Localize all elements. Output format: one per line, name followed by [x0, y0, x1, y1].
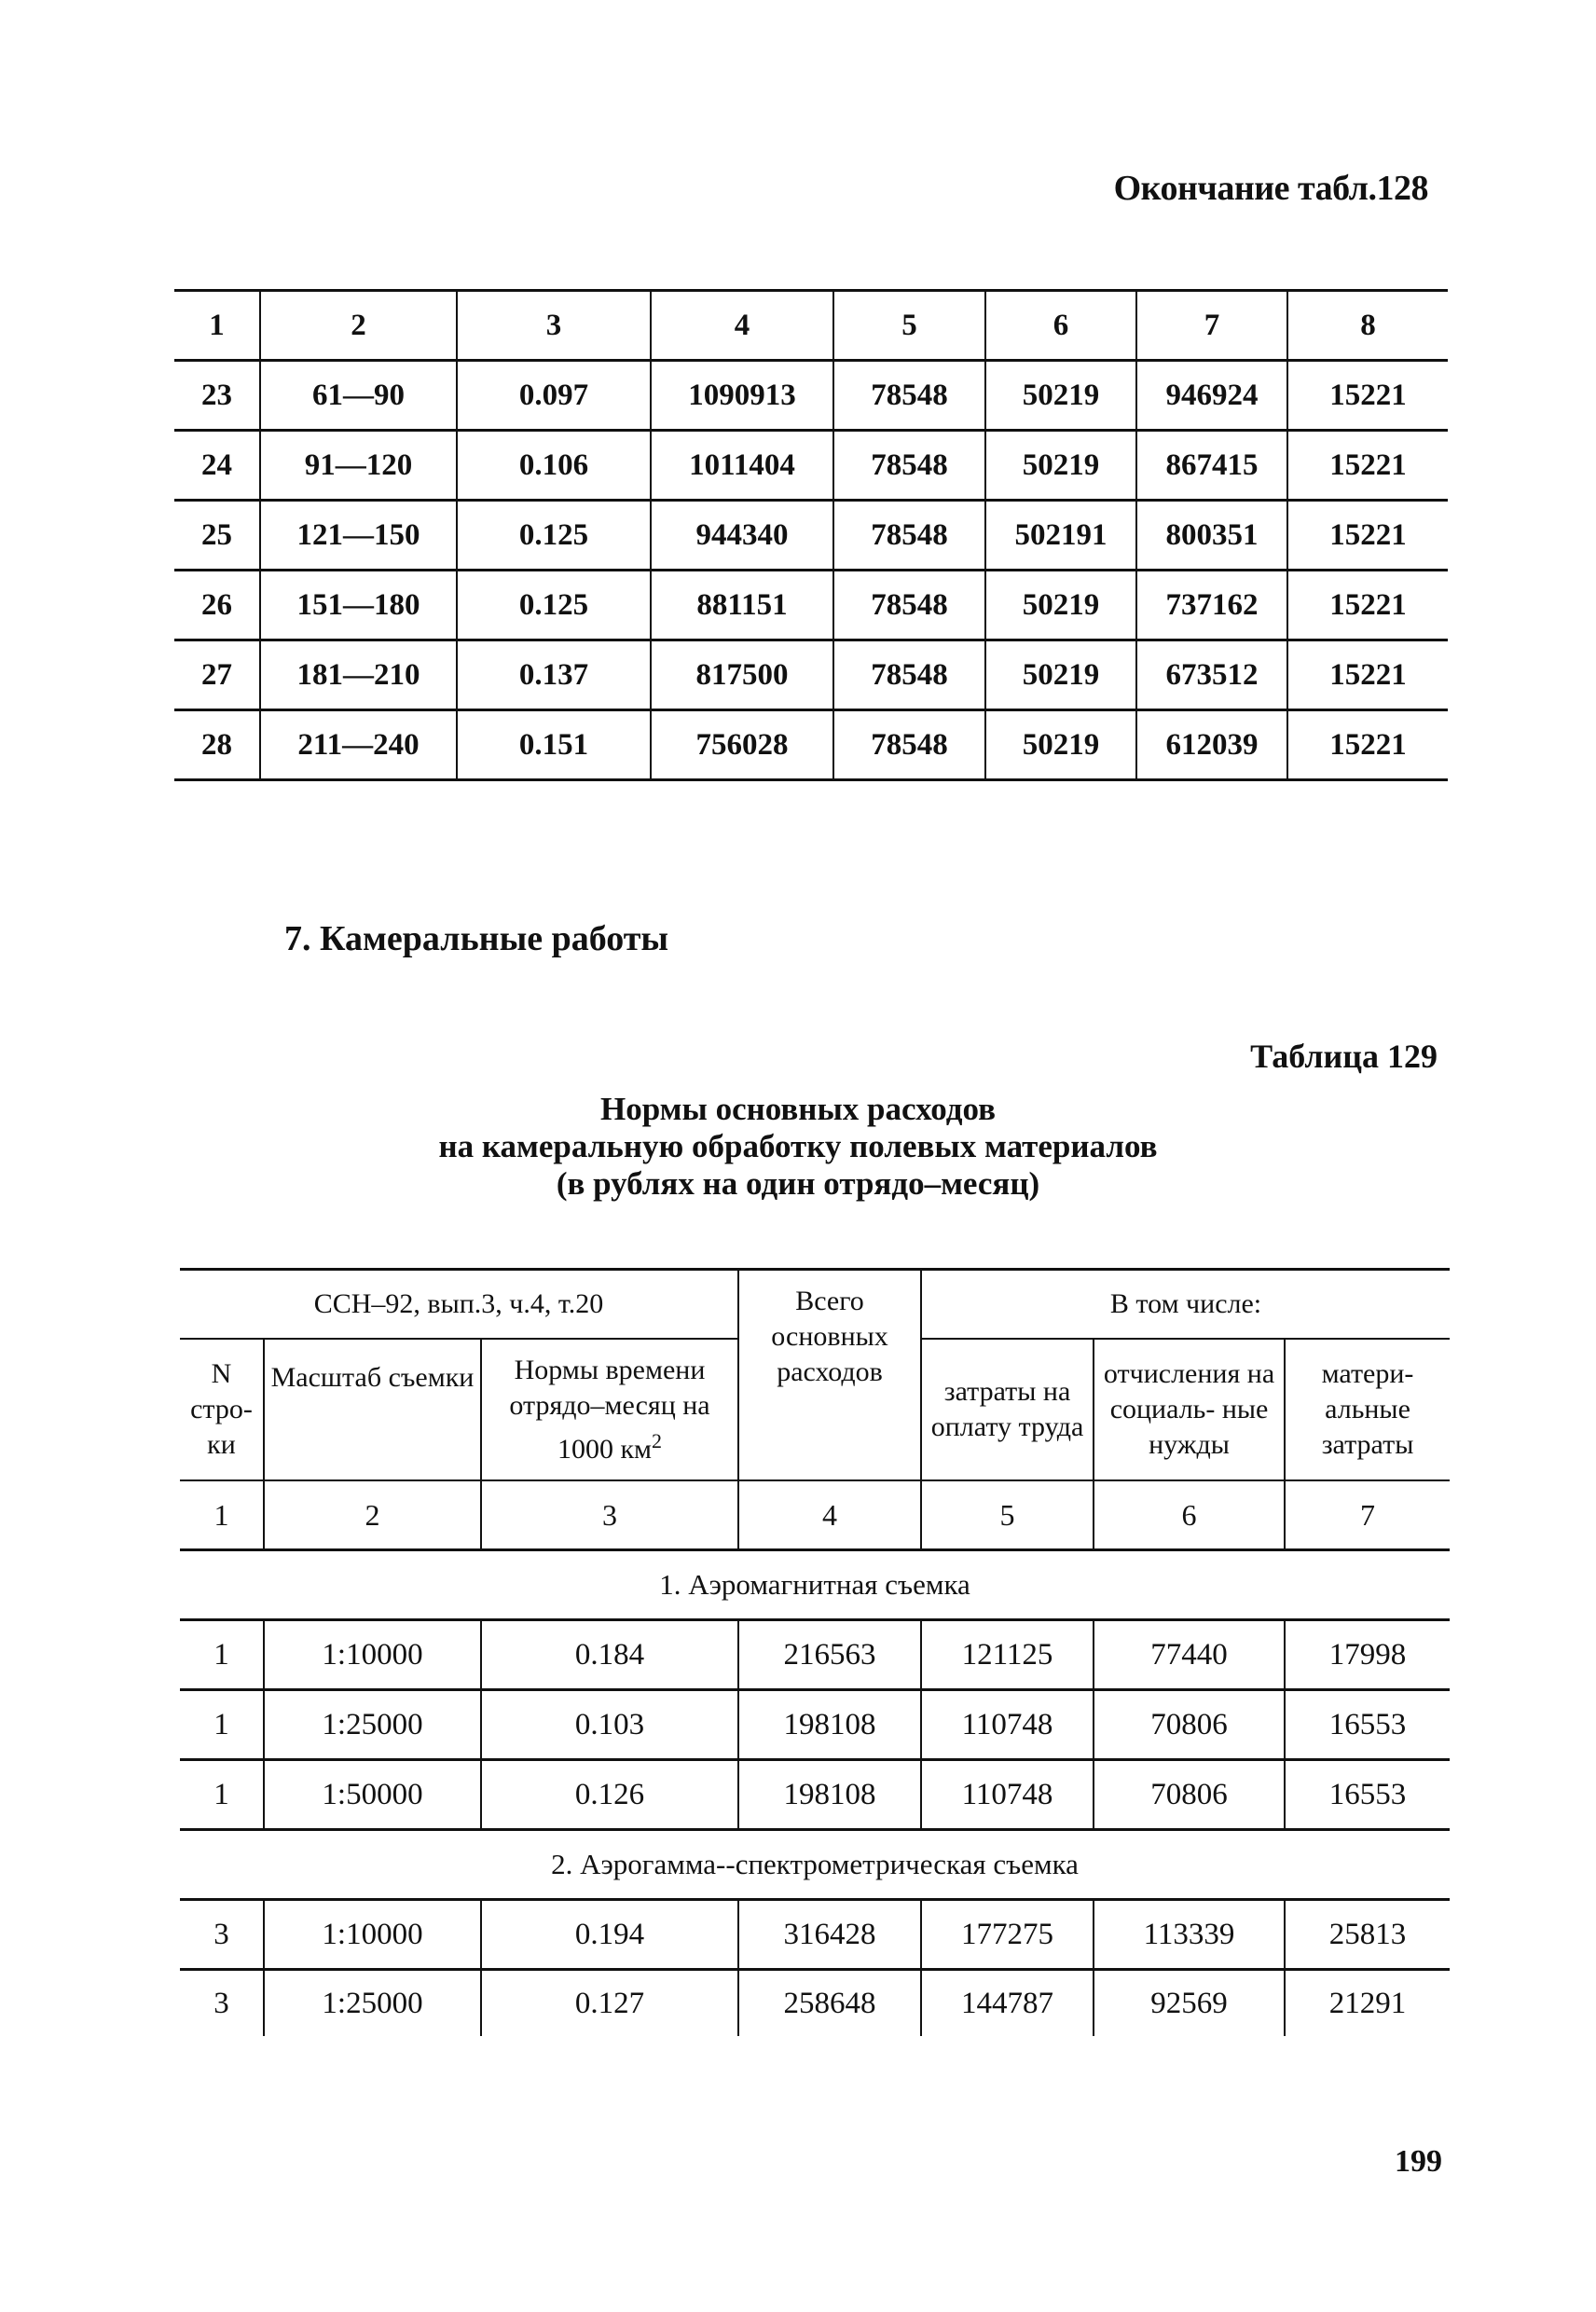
- col-header-wages: затраты на оплату труда: [921, 1339, 1094, 1480]
- table-row: [174, 640, 1448, 710]
- table-cell: 15221: [1287, 710, 1448, 780]
- table-cell: 113339: [1094, 1900, 1285, 1970]
- table-cell: 3: [180, 1970, 264, 2037]
- table-row: [174, 501, 1448, 571]
- table-cell: 50219: [985, 571, 1136, 640]
- table-row: [174, 710, 1448, 780]
- section-1-title: 1. Аэромагнитная съемка: [180, 1550, 1450, 1620]
- table-cell: 612039: [1136, 710, 1287, 780]
- table-cell: 7: [1136, 291, 1287, 361]
- col-number: 5: [921, 1480, 1094, 1550]
- table-cell: 26: [174, 571, 260, 640]
- table-cell: 24: [174, 431, 260, 501]
- table-row: [180, 1620, 1450, 1690]
- table-cell: 800351: [1136, 501, 1287, 571]
- table-cell: 70806: [1094, 1690, 1285, 1760]
- table-cell: 867415: [1136, 431, 1287, 501]
- table-cell: 1:25000: [264, 1690, 481, 1760]
- table-cell: 2: [260, 291, 457, 361]
- table-cell: 15221: [1287, 640, 1448, 710]
- table-cell: 881151: [651, 571, 833, 640]
- table-cell: 144787: [921, 1970, 1094, 2037]
- table-cell: 1090913: [651, 361, 833, 431]
- table-cell: 78548: [833, 640, 985, 710]
- table-cell: 3: [457, 291, 651, 361]
- table-cell: 177275: [921, 1900, 1094, 1970]
- table-129-caption: [0, 1091, 1596, 1203]
- col-header-norms: [481, 1339, 738, 1480]
- total-header: Всего основных расходов: [738, 1270, 921, 1481]
- table-cell: 121125: [921, 1620, 1094, 1690]
- table-cell: 1:50000: [264, 1760, 481, 1830]
- table-cell: 1: [180, 1760, 264, 1830]
- table-cell: 0.125: [457, 571, 651, 640]
- table-cell: 1:25000: [264, 1970, 481, 2037]
- table-cell: 110748: [921, 1760, 1094, 1830]
- table-128: [174, 289, 1448, 781]
- table-cell: 21291: [1285, 1970, 1450, 2037]
- caption-line-3: (в рублях на один отрядо–месяц): [556, 1165, 1040, 1202]
- caption-line-1: Нормы основных расходов: [600, 1091, 996, 1127]
- table-cell: 3: [180, 1900, 264, 1970]
- caption-line-2: на камеральную обработку полевых материалов: [438, 1128, 1158, 1164]
- table-cell: 15221: [1287, 361, 1448, 431]
- table-cell: 70806: [1094, 1760, 1285, 1830]
- table-cell: 121—150: [260, 501, 457, 571]
- table-cell: 50219: [985, 640, 1136, 710]
- table-cell: 0.127: [481, 1970, 738, 2037]
- table-cell: 1: [174, 291, 260, 361]
- table-129-label: Таблица 129: [1250, 1038, 1438, 1075]
- table-cell: 316428: [738, 1900, 921, 1970]
- table-cell: 817500: [651, 640, 833, 710]
- table-row: [174, 291, 1448, 361]
- table-cell: 0.194: [481, 1900, 738, 1970]
- table-cell: 27: [174, 640, 260, 710]
- col-number: 2: [264, 1480, 481, 1550]
- col-number: 3: [481, 1480, 738, 1550]
- table-cell: 78548: [833, 710, 985, 780]
- group-header-right: В том числе:: [921, 1270, 1450, 1340]
- col-header-scale: Масштаб съемки: [264, 1339, 481, 1480]
- table-row: [180, 1970, 1450, 2037]
- section-title: 7. Камеральные работы: [284, 919, 669, 958]
- table-cell: 16553: [1285, 1690, 1450, 1760]
- table-cell: 91—120: [260, 431, 457, 501]
- table-cell: 0.106: [457, 431, 651, 501]
- table-row: [174, 361, 1448, 431]
- col-header-n: N стро- ки: [180, 1339, 264, 1480]
- table-cell: 78548: [833, 501, 985, 571]
- table-cell: 92569: [1094, 1970, 1285, 2037]
- table-row: [180, 1760, 1450, 1830]
- table-cell: 737162: [1136, 571, 1287, 640]
- table-row: [174, 571, 1448, 640]
- table-cell: 0.137: [457, 640, 651, 710]
- table-cell: 1:10000: [264, 1620, 481, 1690]
- table-cell: 258648: [738, 1970, 921, 2037]
- table-cell: 50219: [985, 710, 1136, 780]
- table-cell: 78548: [833, 431, 985, 501]
- table-cell: 0.184: [481, 1620, 738, 1690]
- table-cell: 15221: [1287, 501, 1448, 571]
- section-2-title: 2. Аэрогамма--спектрометрическая съемка: [180, 1830, 1450, 1900]
- table-cell: 78548: [833, 361, 985, 431]
- table-cell: 8: [1287, 291, 1448, 361]
- table-cell: 198108: [738, 1690, 921, 1760]
- table-row: [174, 431, 1448, 501]
- table-row: [180, 1900, 1450, 1970]
- table-cell: 50219: [985, 431, 1136, 501]
- table-cell: 110748: [921, 1690, 1094, 1760]
- table-cell: 198108: [738, 1760, 921, 1830]
- col-header-materials: матери- альные затраты: [1285, 1339, 1450, 1480]
- table-cell: 0.097: [457, 361, 651, 431]
- table-cell: 78548: [833, 571, 985, 640]
- col-number: 7: [1285, 1480, 1450, 1550]
- col-number: 4: [738, 1480, 921, 1550]
- table-cell: 4: [651, 291, 833, 361]
- table-cell: 17998: [1285, 1620, 1450, 1690]
- col-header-norms-sup: 2: [652, 1428, 663, 1452]
- table-cell: 50219: [985, 361, 1136, 431]
- table-cell: 151—180: [260, 571, 457, 640]
- table-cell: 1: [180, 1690, 264, 1760]
- table-cell: 28: [174, 710, 260, 780]
- table-cell: 216563: [738, 1620, 921, 1690]
- table-cell: 15221: [1287, 431, 1448, 501]
- col-header-norms-text: Нормы времени отрядо–месяц на 1000 км: [509, 1354, 710, 1465]
- table-cell: 15221: [1287, 571, 1448, 640]
- table-cell: 211—240: [260, 710, 457, 780]
- table-cell: 502191: [985, 501, 1136, 571]
- table-cell: 5: [833, 291, 985, 361]
- table-cell: 1011404: [651, 431, 833, 501]
- table-cell: 0.125: [457, 501, 651, 571]
- table-cell: 25813: [1285, 1900, 1450, 1970]
- col-number: 1: [180, 1480, 264, 1550]
- continuation-title: Окончание табл.128: [1113, 169, 1428, 208]
- table-cell: 946924: [1136, 361, 1287, 431]
- table-cell: 181—210: [260, 640, 457, 710]
- table-cell: 16553: [1285, 1760, 1450, 1830]
- page-number: 199: [1395, 2144, 1442, 2179]
- table-cell: 1: [180, 1620, 264, 1690]
- table-cell: 23: [174, 361, 260, 431]
- table-cell: 77440: [1094, 1620, 1285, 1690]
- table-cell: 0.103: [481, 1690, 738, 1760]
- table-129: [180, 1268, 1450, 2036]
- col-header-social: отчисления на социаль- ные нужды: [1094, 1339, 1285, 1480]
- group-header-left: ССН–92, вып.3, ч.4, т.20: [180, 1270, 738, 1340]
- table-cell: 1:10000: [264, 1900, 481, 1970]
- table-cell: 673512: [1136, 640, 1287, 710]
- table-cell: 6: [985, 291, 1136, 361]
- table-cell: 944340: [651, 501, 833, 571]
- table-cell: 0.126: [481, 1760, 738, 1830]
- col-number: 6: [1094, 1480, 1285, 1550]
- table-cell: 756028: [651, 710, 833, 780]
- table-cell: 61—90: [260, 361, 457, 431]
- table-cell: 0.151: [457, 710, 651, 780]
- table-cell: 25: [174, 501, 260, 571]
- table-row: [180, 1690, 1450, 1760]
